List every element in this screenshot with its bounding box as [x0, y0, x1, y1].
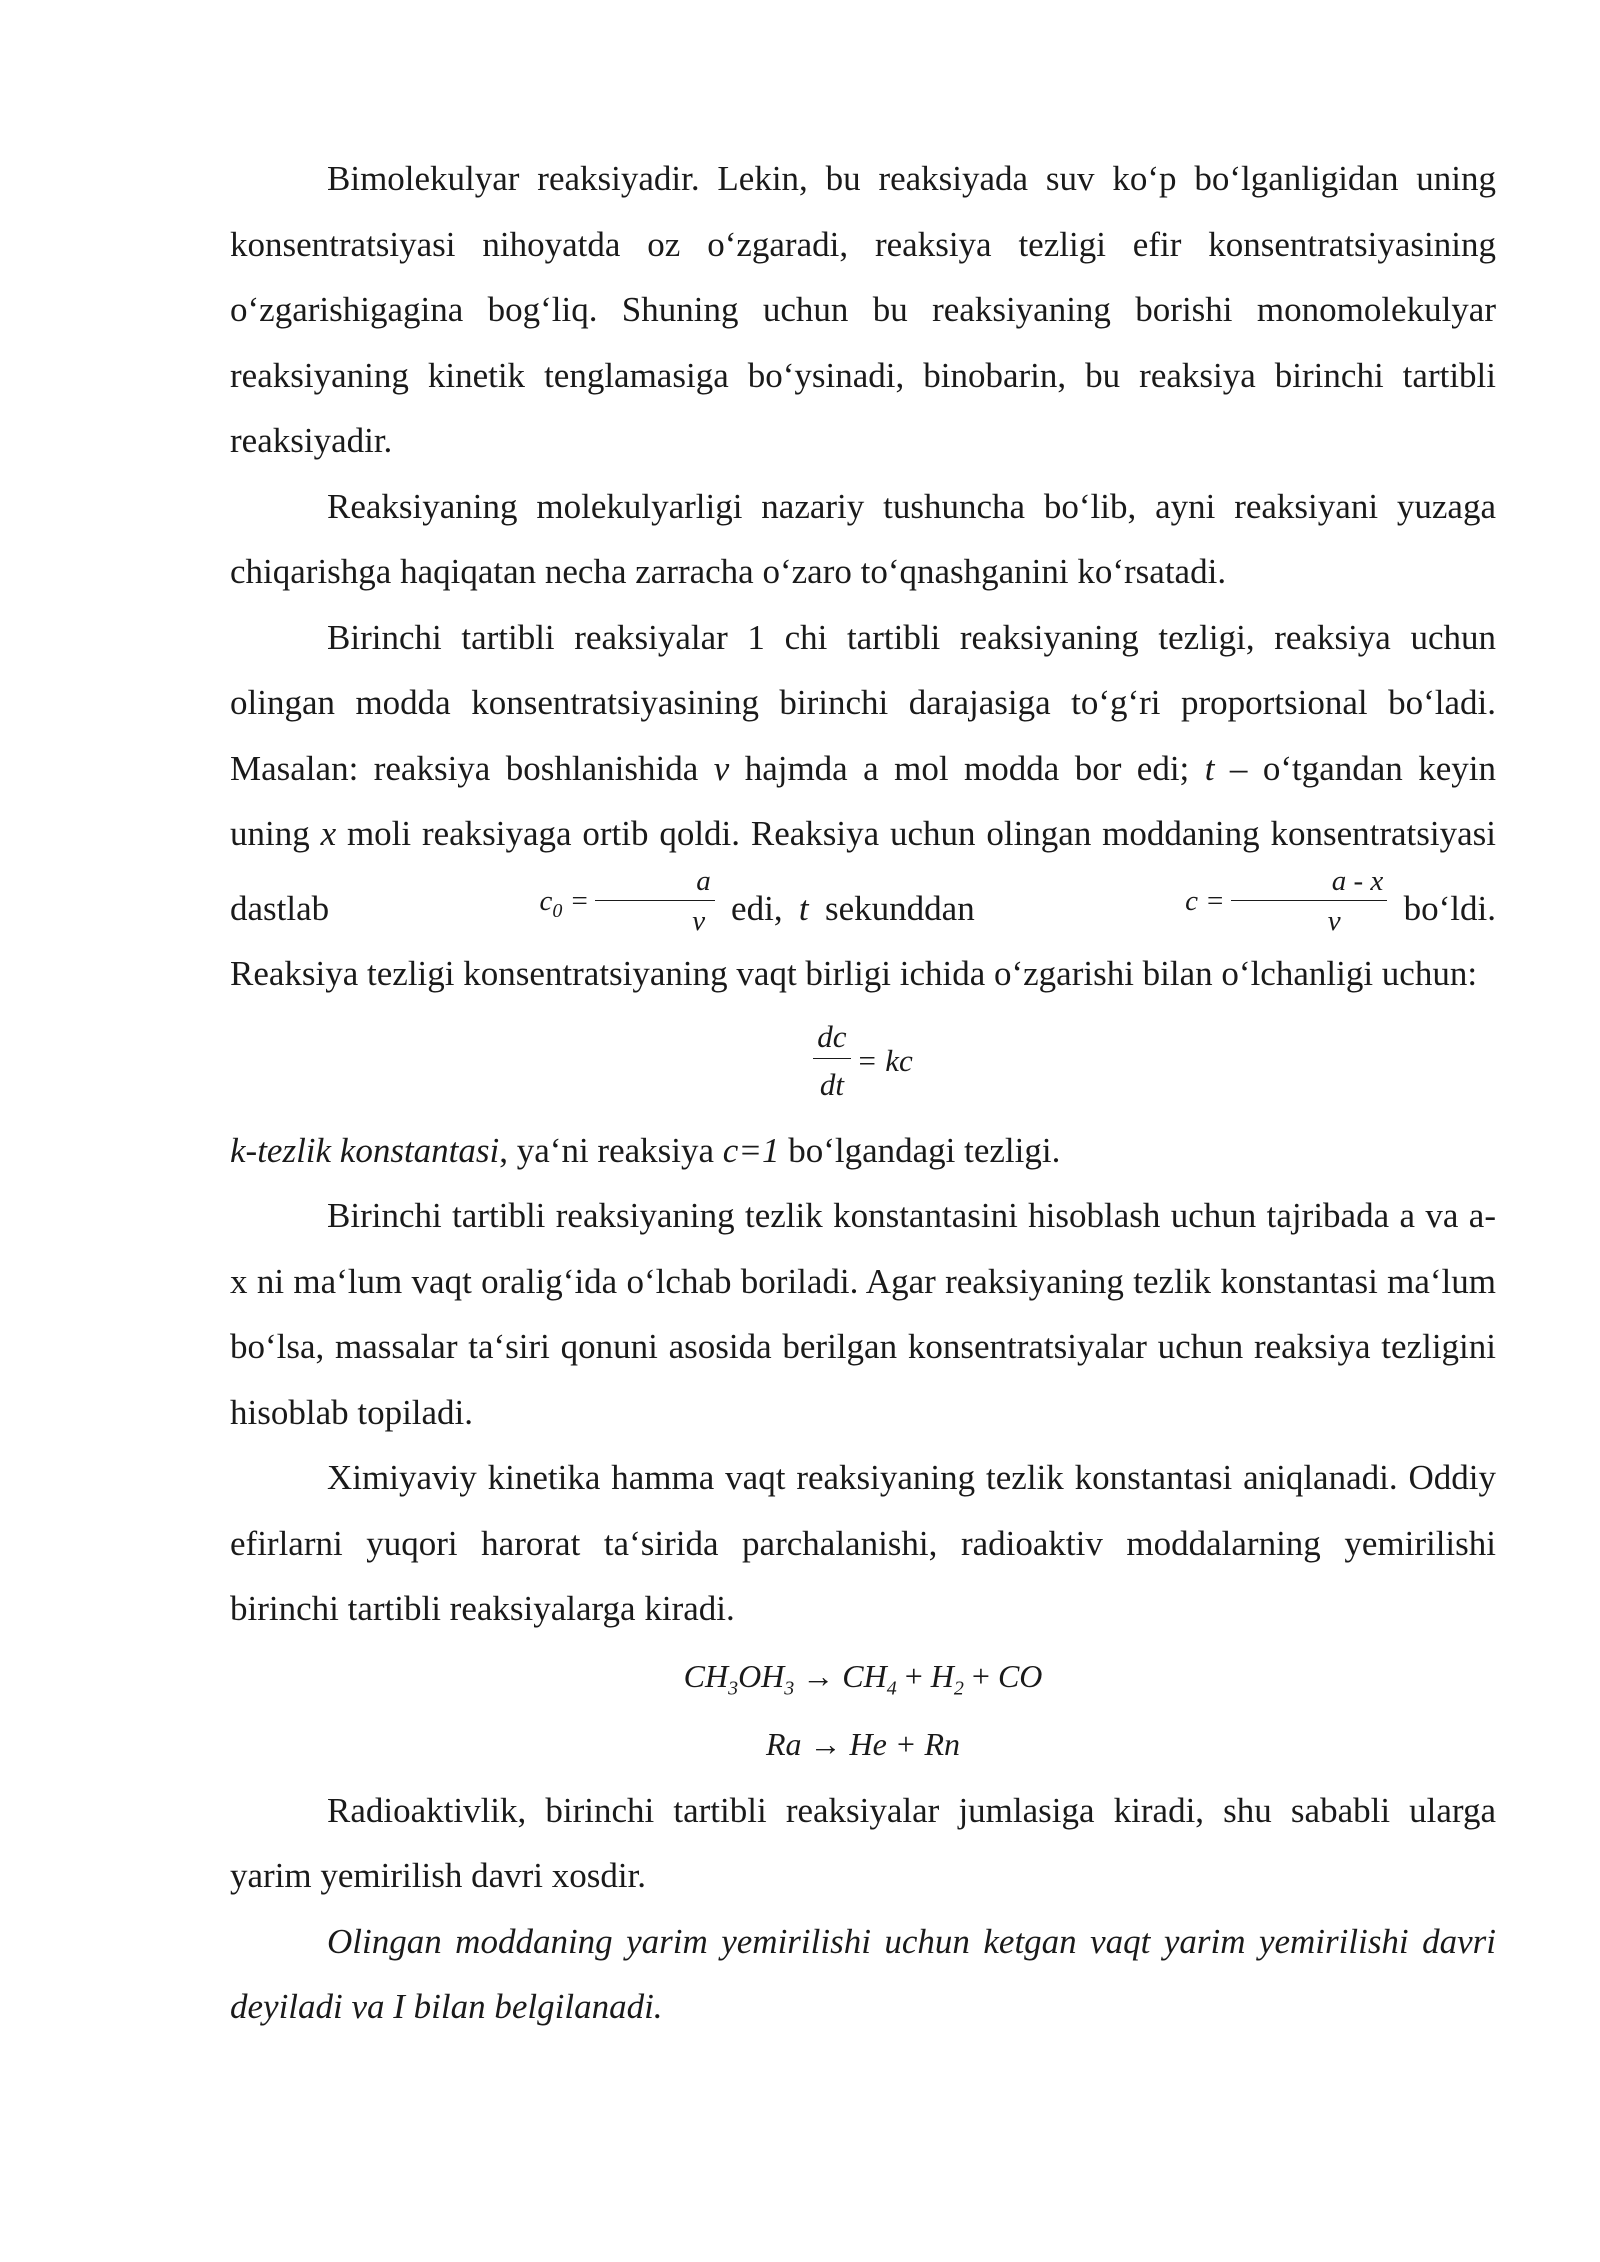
var-t: t	[1204, 748, 1215, 788]
formula-c-denominator: v	[1327, 904, 1341, 937]
equation-rate-denominator: dt	[819, 1066, 844, 1102]
equation-rate-numerator: dc	[813, 1021, 850, 1059]
text-segment: – o‘tgandan keyin uning	[230, 748, 1496, 853]
eq-plus: +	[963, 1657, 998, 1694]
equation-rate-rhs: = kc	[856, 1042, 913, 1078]
formula-c-numerator: a - x	[1231, 867, 1388, 901]
eq-subscript: 3	[784, 1677, 795, 1700]
var-v: v	[713, 748, 730, 788]
paragraph-kinetics: Ximiyaviy kinetika hamma vaqt reaksiyaning tezlik konstantasi aniqlanadi. Oddiy efirlarni yuqori harorat ta‘sirida parchalanishi, radioaktiv moddalarning yemirilishi birinchi tartibli reaksiyalarga kiradi.	[230, 1458, 1496, 1629]
formula-c0-fraction	[595, 864, 715, 937]
equation-rate	[230, 1007, 1496, 1118]
arrow-icon: →	[794, 1657, 843, 1694]
formula-c0-lhs	[443, 884, 596, 922]
eq-term: OH	[738, 1657, 785, 1694]
eq-subscript: 3	[728, 1677, 739, 1700]
formula-c-fraction	[1231, 864, 1388, 937]
eq-term: H	[930, 1657, 954, 1694]
text-segment: bo‘lgandagi tezligi.	[779, 1130, 1061, 1170]
var-t: t	[798, 888, 809, 928]
paragraph-calculation: Birinchi tartibli reaksiyaning tezlik konstantasini hisoblash uchun tajribada a va a-x ni ma‘lum vaqt oralig‘ida o‘lchab boriladi. Agar reaksiyaning tezlik konstantasi ma‘lum bo‘lsa, massalar ta‘siri qonuni asosida berilgan konsentratsiyalar uchun reaksiya tezligini hisoblab topiladi.	[230, 1196, 1496, 1432]
formula-c0-subscript: 0	[552, 899, 563, 922]
equation-radium: Ra → He + Rn	[766, 1725, 960, 1762]
term-c-equals-1: c=1	[722, 1130, 780, 1170]
formula-c0-denominator: v	[692, 904, 706, 937]
document-page	[230, 146, 1496, 2040]
paragraph-rate-constant	[230, 1118, 1496, 1184]
text-segment: , ya‘ni reaksiya	[499, 1130, 723, 1170]
var-x: x	[320, 814, 337, 853]
formula-c0	[346, 864, 715, 937]
formula-c0-symbol: c	[539, 884, 553, 917]
text-segment: bo‘ldi. Reaksiya tezligi konsentratsiyaning vaqt birligi ichida o‘zgarishi bilan o‘lchanligi uchun:	[230, 888, 1497, 994]
paragraph-molecularity: Reaksiyaning molekulyarligi nazariy tushuncha bo‘lib, ayni reaksiyani yuzaga chiqarishga haqiqatan necha zarracha o‘zaro to‘qnashganini ko‘rsatadi.	[230, 486, 1496, 591]
text-segment: Birinchi tartibli reaksiyalar 1 chi tartibli reaksiyaning tezligi, reaksiya uchun olingan modda konsentratsiyasining birinchi darajasiga to‘g‘ri proportsional bo‘ladi. Masalan: reaksiya boshlanishida	[230, 617, 1496, 788]
formula-c0-numerator: a	[595, 867, 715, 901]
text-segment: edi,	[714, 888, 799, 928]
text-segment: moli reaksiyaga ortib qoldi. Reaksiya uchun olingan moddaning konsentratsiyasi dastlab	[230, 814, 1496, 928]
eq-subscript: 4	[886, 1677, 897, 1700]
eq-term: CH	[683, 1657, 729, 1694]
paragraph-bimolecular: Bimolekulyar reaksiyadir. Lekin, bu reaksiyada suv ko‘p bo‘lganligidan uning konsentratsiyasi nihoyatda oz o‘zgaradi, reaksiya tezligi efir konsentratsiyasining o‘zgarishigagina bog‘liq. Shuning uchun bu reaksiyaning borishi monomolekulyar reaksiyaning kinetik tenglamasiga bo‘ysinadi, binobarin, bu reaksiya birinchi tartibli reaksiyadir.	[230, 159, 1496, 460]
text-segment: hajmda a mol modda bor edi;	[729, 748, 1205, 788]
eq-subscript: 2	[953, 1677, 964, 1700]
paragraph-radioactivity: Radioaktivlik, birinchi tartibli reaksiyalar jumlasiga kiradi, shu sababli ularga yarim yemirilish davri xosdir.	[230, 1790, 1496, 1896]
eq-term: CO	[997, 1657, 1043, 1694]
equation-rate-fraction	[813, 1018, 850, 1102]
text-segment: sekunddan	[808, 888, 992, 928]
paragraph-half-life: Olingan moddaning yarim yemirilishi uchun ketgan vaqt yarim yemirilishi davri deyiladi va I bilan belgilanadi.	[230, 1921, 1496, 2027]
eq-term: CH	[842, 1657, 887, 1694]
formula-c0-equals: =	[569, 884, 590, 917]
equation-decomposition	[230, 1642, 1496, 1710]
paragraph-first-order	[230, 605, 1496, 1007]
formula-c	[991, 864, 1387, 937]
term-rate-constant: k-tezlik konstantasi	[230, 1130, 500, 1170]
formula-c-lhs: c =	[1185, 884, 1225, 917]
eq-plus: +	[896, 1657, 931, 1694]
